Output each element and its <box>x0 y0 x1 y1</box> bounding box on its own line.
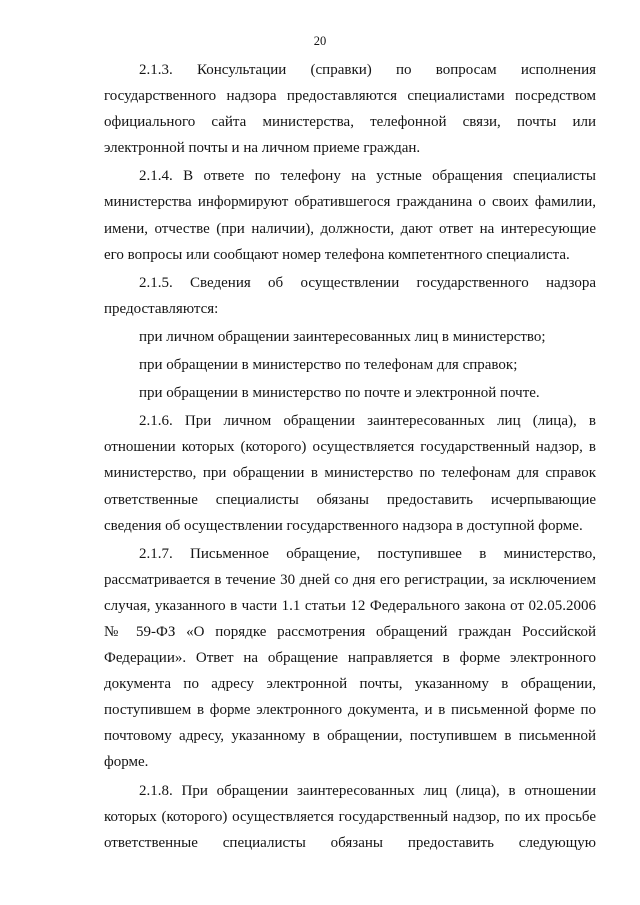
text-line: сведения об осуществлении государственного надзора в доступной форме. <box>104 517 583 534</box>
paragraph-2-1-4 <box>104 163 596 267</box>
text-line: 2.1.8. При обращении заинтересованных лиц (лица), в отношении <box>139 782 596 799</box>
text-line: 2.1.6. При личном обращении заинтересованных лиц (лица), в <box>139 413 596 430</box>
paragraph-2-1-5 <box>104 270 596 322</box>
document-body <box>104 57 596 858</box>
paragraph-2-1-6 <box>104 408 596 538</box>
text-line: рассматривается в течение 30 дней со дня его регистрации, за исключением <box>104 571 596 588</box>
text-line: 2.1.4. В ответе по телефону на устные обращения специалисты <box>139 168 596 185</box>
text-line: министерство, при обращении в министерство по телефонам для справок <box>104 465 596 482</box>
text-line: государственного надзора предоставляются специалистами посредством <box>104 88 596 105</box>
paragraph-2-1-7 <box>104 541 596 776</box>
text-line: № 59-ФЗ «О порядке рассмотрения обращений граждан Российской <box>104 623 596 640</box>
text-line: 2.1.5. Сведения об осуществлении государственного надзора <box>139 274 596 291</box>
text-line: почтовому адресу, указанному в обращении, поступившем в письменной <box>104 728 596 745</box>
text-line: министерства информируют обратившегося гражданина о своих фамилии, <box>104 194 596 211</box>
list-item <box>104 324 596 350</box>
text-line: 2.1.3. Консультации (справки) по вопросам исполнения <box>139 62 596 78</box>
text-line: при обращении в министерство по почте и электронной почте. <box>139 385 540 402</box>
page-number: 20 <box>313 34 327 48</box>
text-line: которых (которого) осуществляется государственный надзор, по их просьбе <box>104 808 596 825</box>
text-line: при обращении в министерство по телефонам для справок; <box>139 357 518 374</box>
text-line: случая, указанного в части 1.1 статьи 12 Федерального закона от 02.05.2006 <box>104 597 596 614</box>
text-line: Федерации». Ответ на обращение направляется в форме электронного <box>104 650 596 667</box>
text-line: при личном обращении заинтересованных лиц в министерство; <box>139 328 546 345</box>
list-item <box>104 352 596 378</box>
text-line: предоставляются: <box>104 300 219 317</box>
text-line: его вопросы или сообщают номер телефона компетентного специалиста. <box>104 246 570 263</box>
text-line: поступившем в форме электронного документа, и в письменной форме по <box>104 702 596 719</box>
text-line: имени, отчестве (при наличии), должности, дают ответ на интересующие <box>104 220 596 237</box>
text-line: ответственные специалисты обязаны предоставить следующую <box>104 834 596 851</box>
list-item <box>104 380 596 406</box>
text-line: ответственные специалисты обязаны предоставить исчерпывающие <box>104 491 596 508</box>
text-line: отношении которых (которого) осуществляется государственный надзор, в <box>104 439 596 456</box>
text-line: форме. <box>104 754 149 771</box>
paragraph-2-1-3 <box>104 57 596 161</box>
text-line: 2.1.7. Письменное обращение, поступившее в министерство, <box>139 545 596 562</box>
text-line: электронной почты и на личном приеме граждан. <box>104 140 421 157</box>
text-line: официального сайта министерства, телефонной связи, почты или <box>104 114 596 131</box>
text-line: документа по адресу электронной почты, указанному в обращении, <box>104 676 596 693</box>
paragraph-2-1-8 <box>104 778 596 856</box>
